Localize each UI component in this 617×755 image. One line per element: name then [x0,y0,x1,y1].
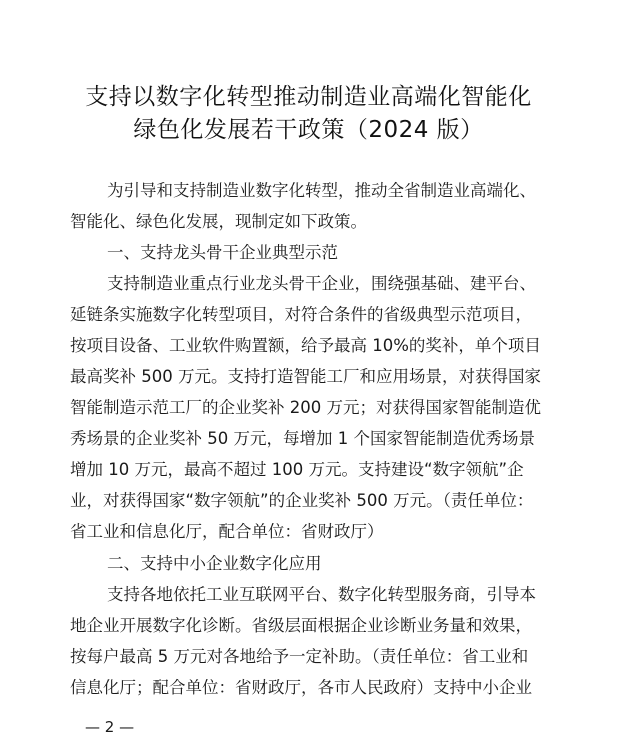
section-heading-1: 一、支持龙头骨干企业典型示范 [107,243,338,262]
body-line: 增加 10 万元，最高不超过 100 万元。支持建设“数字领航”企 [70,460,524,479]
body-line: 秀场景的企业奖补 50 万元，每增加 1 个国家智能制造优秀场景 [70,429,535,448]
body-line: 业，对获得国家“数字领航”的企业奖补 500 万元。（责任单位： [70,491,534,510]
document-title-line-1: 支持以数字化转型推动制造业高端化智能化 [85,84,532,110]
body-line: 智能化、绿色化发展，现制定如下政策。 [70,212,367,231]
page-number: — 2 — [85,718,135,736]
body-line: 按每户最高 5 万元对各地给予一定补助。（责任单位：省工业和 [70,647,529,666]
body-line: 信息化厅；配合单位：省财政厅，各市人民政府）支持中小企业 [70,678,532,697]
body-line: 按项目设备、工业软件购置额，给予最高 10%的奖补，单个项目 [70,336,541,355]
section-heading-2: 二、支持中小企业数字化应用 [107,554,322,573]
body-line: 最高奖补 500 万元。支持打造智能工厂和应用场景，对获得国家 [70,367,541,386]
body-line: 为引导和支持制造业数字化转型，推动全省制造业高端化、 [107,181,536,200]
body-line: 智能制造示范工厂的企业奖补 200 万元；对获得国家智能制造优 [70,398,541,417]
body-line: 支持制造业重点行业龙头骨干企业，围绕强基础、建平台、 [107,274,536,293]
document-title-line-2: 绿色化发展若干政策（2024 版） [133,117,484,143]
body-line: 地企业开展数字化诊断。省级层面根据企业诊断业务量和效果， [70,616,532,635]
body-line: 延链条实施数字化转型项目，对符合条件的省级典型示范项目， [70,305,532,324]
body-line: 省工业和信息化厅，配合单位：省财政厅） [70,522,384,541]
body-line: 支持各地依托工业互联网平台、数字化转型服务商，引导本 [107,585,536,604]
